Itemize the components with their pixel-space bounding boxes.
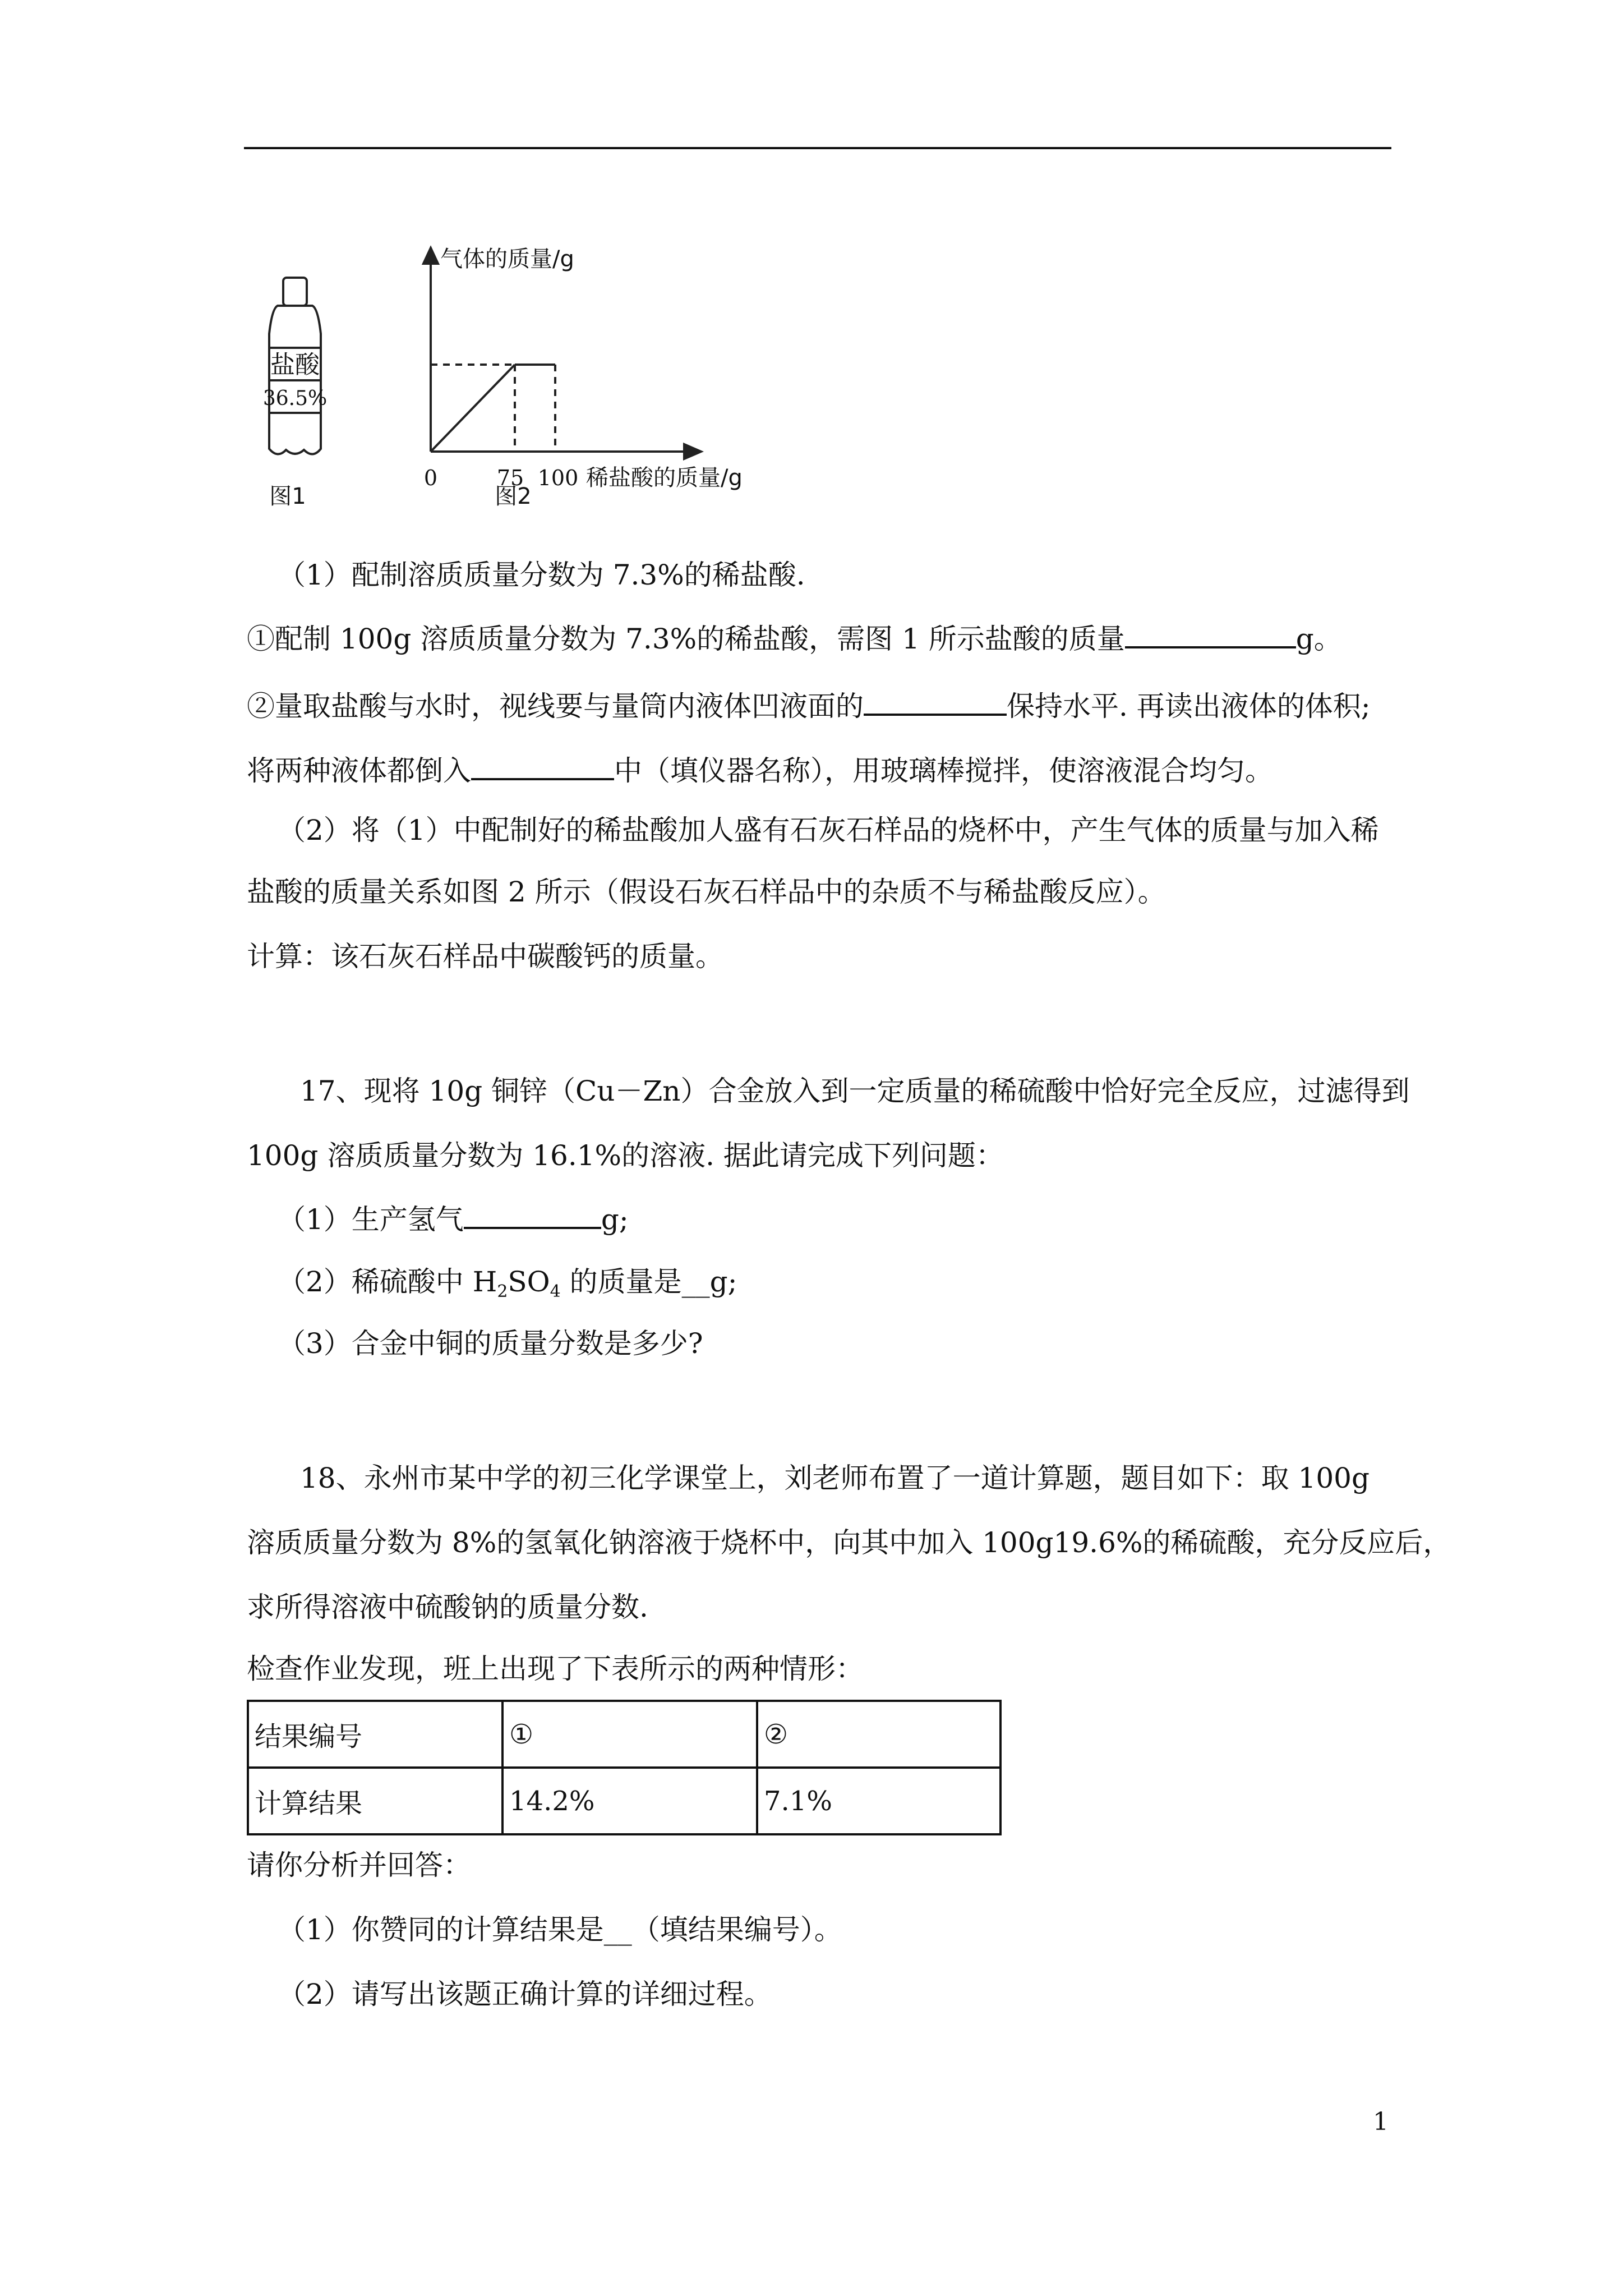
q17-part2-post: 的质量是__g; (560, 1266, 737, 1298)
q17-part1-tail: g; (601, 1203, 629, 1236)
x-tick-0: 0 (423, 466, 438, 490)
table-cell: ① (502, 1701, 757, 1768)
gas-mass-graph (423, 248, 701, 459)
q17-part1 (278, 1198, 629, 1239)
q18-analysis: 请你分析并回答： (247, 1849, 471, 1881)
q16-calc: 计算：该石灰石样品中碳酸钙的质量。 (247, 940, 723, 973)
results-table (247, 1700, 1002, 1835)
page-number: 1 (1373, 2108, 1389, 2136)
q16-part2-line1: （2）将（1）中配制好的稀盐酸加人盛有石灰石样品的烧杯中，产生气体的质量与加入稀 (278, 814, 1379, 846)
answer-blank-1[interactable] (1125, 617, 1296, 648)
bottle-concentration: 36.5% (262, 387, 328, 410)
table-cell: 14.2% (502, 1768, 757, 1834)
q17-line1: 17、现将 10g 铜锌（Cu－Zn）合金放入到一定质量的稀硫酸中恰好完全反应，过滤得到 (300, 1075, 1410, 1107)
q16-part1-title: （1）配制溶质质量分数为 7.3%的稀盐酸. (278, 559, 805, 591)
figure-area (255, 236, 794, 522)
table-cell: 结果编号 (248, 1701, 502, 1768)
answer-blank-4[interactable] (464, 1198, 601, 1229)
q16-item2-text: ②量取盐酸与水时，视线要与量筒内液体凹液面的 (247, 690, 864, 723)
answer-blank-3[interactable] (471, 749, 614, 780)
q17-line2: 100g 溶质质量分数为 16.1%的溶液. 据此请完成下列问题： (247, 1139, 1004, 1172)
q18-line2: 溶质质量分数为 8%的氢氧化钠溶液于烧杯中，向其中加入 100g19.6%的稀硫酸，充分反应后， (247, 1526, 1451, 1559)
q17-part2 (278, 1262, 737, 1312)
q16-item3-tail: 中（填仪器名称），用玻璃棒搅拌，使溶液混合均匀。 (614, 754, 1273, 787)
table-row (248, 1701, 1000, 1768)
q16-item1-tail: g。 (1295, 623, 1342, 655)
q18-line3: 求所得溶液中硫酸钠的质量分数. (247, 1591, 648, 1623)
q17-part2-pre: （2）稀硫酸中 H (278, 1266, 497, 1298)
q17-part2-mid: SO (508, 1266, 550, 1298)
q17-subscript-4: 4 (550, 1282, 561, 1301)
q17-part1-text: （1）生产氢气 (278, 1203, 464, 1236)
x-tick-100: 100 (537, 466, 579, 490)
fig1-caption: 图1 (269, 484, 306, 509)
y-axis-label: 气体的质量/g (440, 246, 574, 272)
q16-item1 (247, 617, 1342, 659)
x-axis-label: 稀盐酸的质量/g (586, 465, 743, 491)
table-cell: ② (757, 1701, 1000, 1768)
answer-blank-2[interactable] (864, 684, 1007, 716)
table-cell: 7.1% (757, 1768, 1000, 1834)
q16-item2-tail: 保持水平. 再读出液体的体积; (1007, 690, 1371, 723)
q18-answer1: （1）你赞同的计算结果是__（填结果编号）。 (278, 1913, 842, 1946)
header-rule (244, 147, 1391, 149)
q17-subscript-2: 2 (497, 1282, 508, 1301)
q16-part2-line2: 盐酸的质量关系如图 2 所示（假设石灰石样品中的杂质不与稀盐酸反应）。 (247, 876, 1166, 908)
q18-line4: 检查作业发现，班上出现了下表所示的两种情形： (247, 1653, 864, 1685)
table-row (248, 1768, 1000, 1834)
q16-item1-text: ①配制 100g 溶质质量分数为 7.3%的稀盐酸，需图 1 所示盐酸的质量 (247, 623, 1125, 655)
y-axis-arrow (423, 248, 438, 264)
table-cell: 计算结果 (248, 1768, 502, 1834)
q17-part3: （3）合金中铜的质量分数是多少? (278, 1327, 703, 1360)
q18-answer2: （2）请写出该题正确计算的详细过程。 (278, 1978, 772, 2010)
q16-item3 (247, 749, 1273, 790)
x-tick-75: 75 (496, 466, 524, 490)
q16-item2 (247, 684, 1371, 726)
x-axis-arrow (684, 444, 701, 459)
bottle-label: 盐酸 (270, 351, 320, 379)
fig2-caption: 图2 (495, 484, 532, 509)
q18-line1: 18、永州市某中学的初三化学课堂上，刘老师布置了一道计算题，题目如下：取 100g (300, 1462, 1370, 1494)
q16-item3-text: 将两种液体都倒入 (247, 754, 471, 787)
graph-rising-line (431, 365, 515, 452)
